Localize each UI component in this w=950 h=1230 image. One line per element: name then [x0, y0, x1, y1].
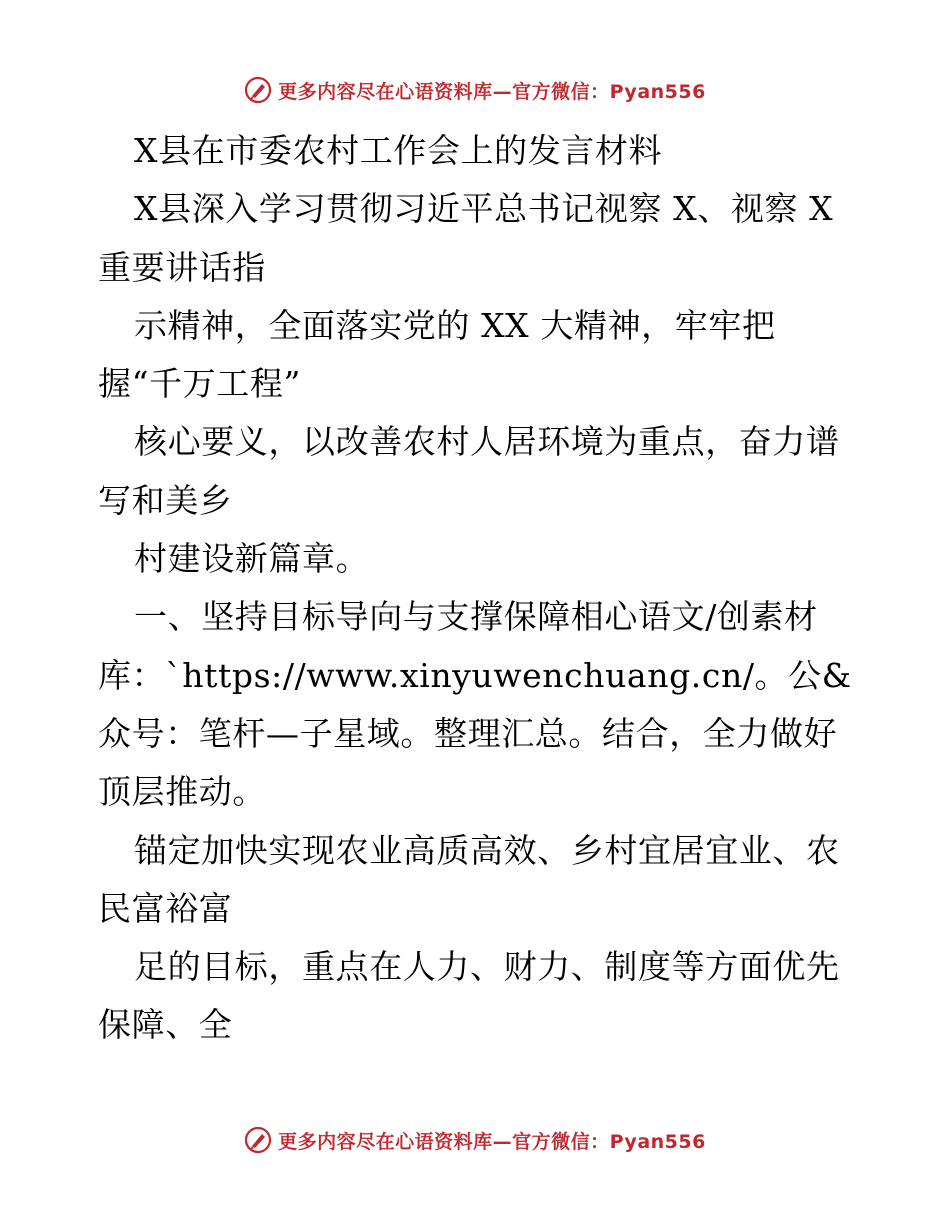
- pen-logo-icon: [244, 76, 272, 104]
- banner-text: 更多内容尽在心语资料库—官方微信：Pyan556: [278, 80, 706, 103]
- footer-banner: [0, 1122, 950, 1158]
- paragraph: 一、坚持目标导向与支撑保障相心语文/创素材库：`https://www.xinyuwenchuang.cn/。公&众号：笔杆—子星域。整理汇总。结合，全力做好顶层推动。: [98, 597, 852, 812]
- banner-text: 更多内容尽在心语资料库—官方微信：Pyan556: [278, 1130, 706, 1153]
- pen-logo-icon: [244, 1126, 272, 1154]
- paragraph: X县深入学习贯彻习近平总书记视察 X、视察 X 重要讲话指: [98, 189, 834, 287]
- paragraph: X县在市委农村工作会上的发言材料: [134, 131, 663, 170]
- paragraph: 示精神，全面落实党的 XX 大精神，牢牢把 握“千万工程”: [98, 305, 776, 404]
- paragraph: 锚定加快实现农业高质高效、乡村宜居宜业、农民富裕富: [98, 830, 840, 928]
- paragraph: 核心要义，以改善农村人居环境为重点，奋力谱写和美乡: [98, 422, 840, 520]
- header-banner: [0, 72, 950, 108]
- document-body: [98, 122, 858, 1055]
- paragraph: 足的目标，重点在人力、财力、制度等方面优先保障、全: [98, 947, 840, 1045]
- paragraph: 村建设新篇章。: [134, 539, 370, 579]
